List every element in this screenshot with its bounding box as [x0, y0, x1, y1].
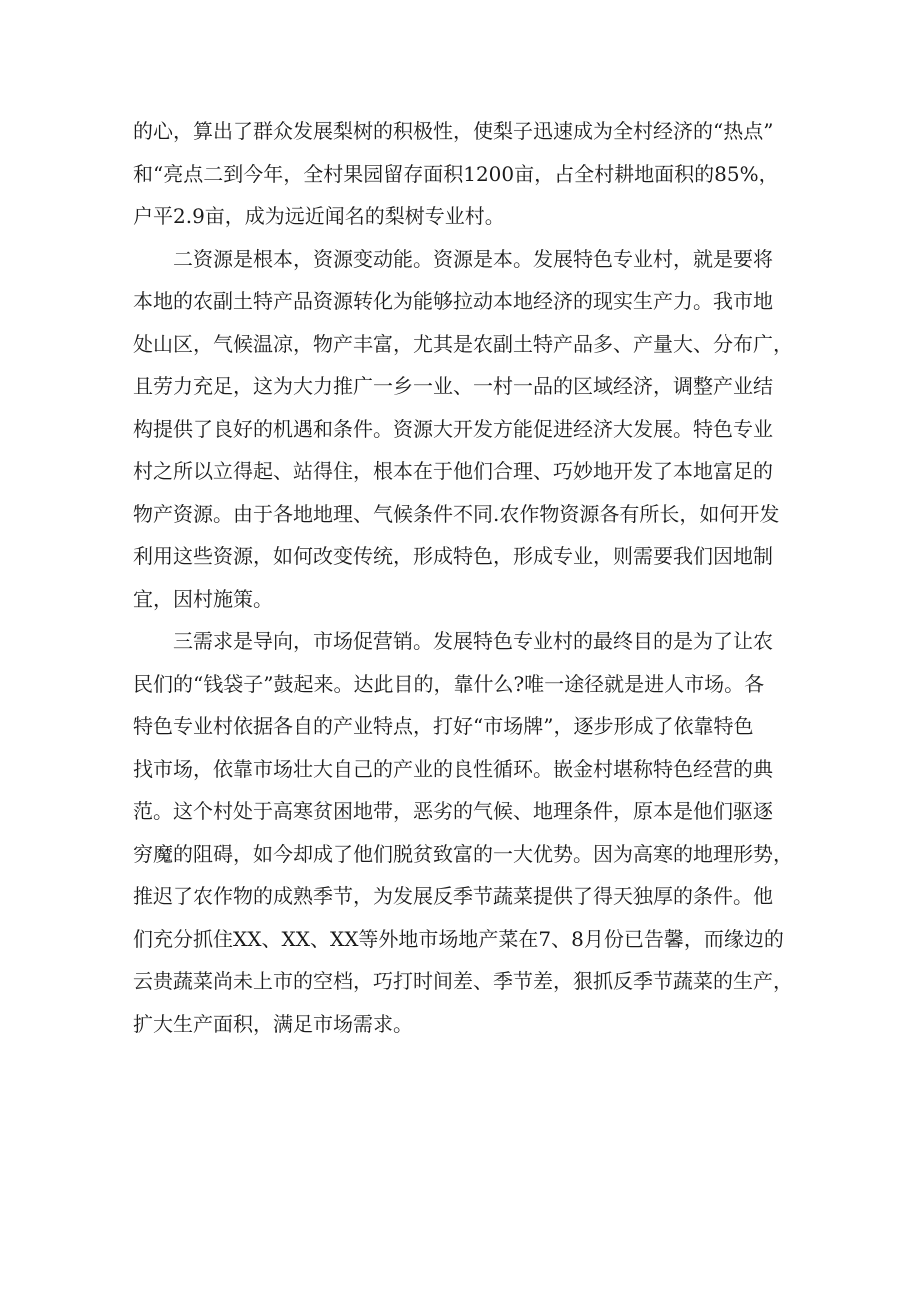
text-line: 利用这些资源，如何改变传统，形成特色，形成专业，则需要我们因地制: [133, 544, 773, 568]
text-line: 找市场，依靠市场壮大自己的产业的良性循环。嵌金村堪称特色经营的典: [133, 756, 773, 781]
text-line: 们充分抓住XX、XX、XX等外地市场地产菜在7、8月份已告馨，而缘边的: [133, 926, 784, 951]
text-line: 的心，算出了群众发展梨树的积极性，使梨子迅速成为全村经济的“热点”: [133, 119, 774, 143]
text-line: 推迟了农作物的成熟季节，为发展反季节蔬菜提供了得天独厚的条件。他: [133, 884, 773, 908]
text-line: 穷魔的阻碍，如今却成了他们脱贫致富的一大优势。因为高寒的地理形势，: [133, 841, 793, 866]
text-line: 云贵蔬菜尚未上市的空档，巧打时间差、季节差，狠抓反季节蔬菜的生产，: [133, 969, 793, 993]
text-line: 和“亮点二到今年，全村果园留存面积1200亩，占全村耕地面积的85%，: [133, 161, 779, 186]
text-line: 宜，因村施策。: [133, 586, 273, 611]
text-line: 民们的“钱袋子”鼓起来。达此目的，靠什么?唯一途径就是进人市场。各: [133, 671, 765, 696]
text-line: 物产资源。由于各地地理、气候条件不同.农作物资源各有所长，如何开发: [133, 501, 780, 526]
text-line: 二资源是根本，资源变动能。资源是本。发展特色专业村，就是要将: [133, 246, 773, 271]
text-line: 扩大生产面积，满足市场需求。: [133, 1011, 413, 1036]
text-line: 三需求是导向，市场促营销。发展特色专业村的最终目的是为了让农: [133, 629, 773, 653]
text-line: 且劳力充足，这为大力推广一乡一业、一村一品的区域经济，调整产业结: [133, 374, 773, 398]
text-line: 村之所以立得起、站得住，根本在于他们合理、巧妙地开发了本地富足的: [133, 459, 773, 483]
text-line: 范。这个村处于高寒贫困地带，恶劣的气候、地理条件，原本是他们驱逐: [133, 799, 773, 823]
text-line: 本地的农副土特产品资源转化为能够拉动本地经济的现实生产力。我市地: [133, 289, 773, 313]
document-body: [133, 110, 793, 1045]
text-line: 处山区，气候温凉，物产丰富，尤其是农副土特产品多、产量大、分布广，: [133, 331, 793, 356]
text-line: 特色专业村依据各自的产业特点，打好“市场牌”，逐步形成了依靠特色: [133, 714, 754, 738]
text-line: 户平2.9亩，成为远近闻名的梨树专业村。: [133, 204, 505, 228]
text-line: 构提供了良好的机遇和条件。资源大开发方能促进经济大发展。特色专业: [133, 416, 773, 441]
